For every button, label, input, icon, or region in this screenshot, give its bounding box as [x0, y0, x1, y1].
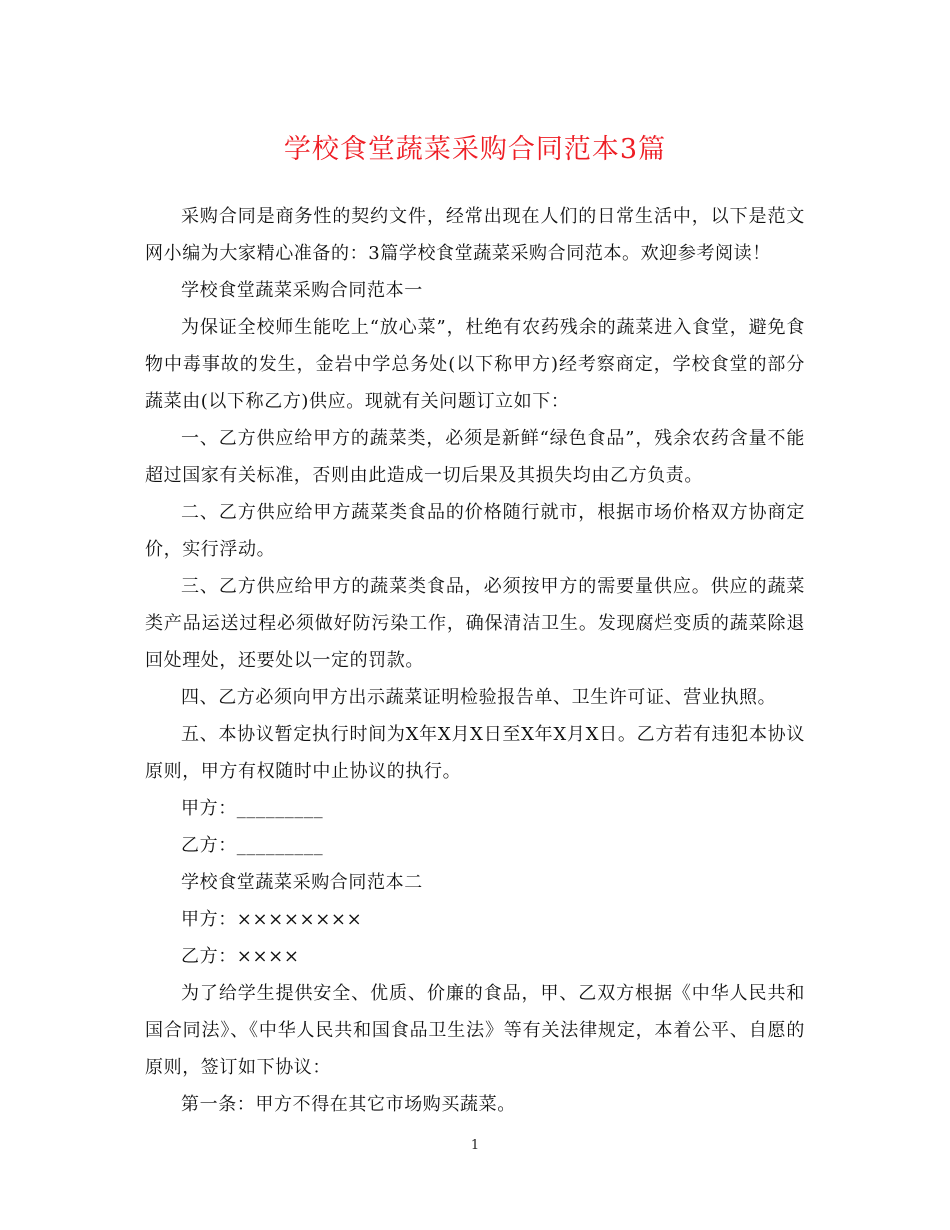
- section-heading-2: 学校食堂蔬菜采购合同范本二: [181, 872, 423, 893]
- page-number: 1: [470, 1138, 480, 1153]
- document-body: [145, 198, 805, 1123]
- party-a-line: 甲方：××××××××: [181, 909, 363, 930]
- article-1: 第一条：甲方不得在其它市场购买蔬菜。: [181, 1094, 516, 1115]
- clause-5: 五、本协议暂定执行时间为X年X月X日至X年X月X日。乙方若有违犯本协议原则，甲方有权随时中止协议的执行。: [145, 724, 805, 782]
- intro-paragraph: 采购合同是商务性的契约文件，经常出现在人们的日常生活中，以下是范文网小编为大家精心准备的：3篇学校食堂蔬菜采购合同范本。欢迎参考阅读！: [145, 206, 805, 264]
- section-heading-1: 学校食堂蔬菜采购合同范本一: [181, 280, 423, 301]
- clause-2: 二、乙方供应给甲方蔬菜类食品的价格随行就市，根据市场价格双方协商定价，实行浮动。: [145, 502, 805, 560]
- party-b-line: 乙方：××××: [181, 946, 300, 967]
- document-title: 学校食堂蔬菜采购合同范本3篇: [283, 134, 667, 165]
- contract-preamble-2: 为了给学生提供安全、优质、价廉的食品，甲、乙双方根据《中华人民共和国合同法》、《中华人民共和国食品卫生法》等有关法律规定，本着公平、自愿的原则，签订如下协议：: [145, 983, 805, 1078]
- party-a-signature-line: 甲方：_________: [181, 798, 324, 819]
- clause-1: 一、乙方供应给甲方的蔬菜类，必须是新鲜“绿色食品”，残余农药含量不能超过国家有关标准，否则由此造成一切后果及其损失均由乙方负责。: [145, 428, 805, 486]
- party-b-signature-line: 乙方：_________: [181, 835, 324, 856]
- clause-4: 四、乙方必须向甲方出示蔬菜证明检验报告单、卫生许可证、营业执照。: [181, 687, 777, 708]
- contract-preamble-1: 为保证全校师生能吃上“放心菜”，杜绝有农药残余的蔬菜进入食堂，避免食物中毒事故的发生，金岩中学总务处(以下称甲方)经考察商定，学校食堂的部分蔬菜由(以下称乙方)供应。现就有关问题订立如下：: [145, 317, 805, 412]
- clause-3: 三、乙方供应给甲方的蔬菜类食品，必须按甲方的需要量供应。供应的蔬菜类产品运送过程必须做好防污染工作，确保清洁卫生。发现腐烂变质的蔬菜除退回处理处，还要处以一定的罚款。: [145, 576, 805, 671]
